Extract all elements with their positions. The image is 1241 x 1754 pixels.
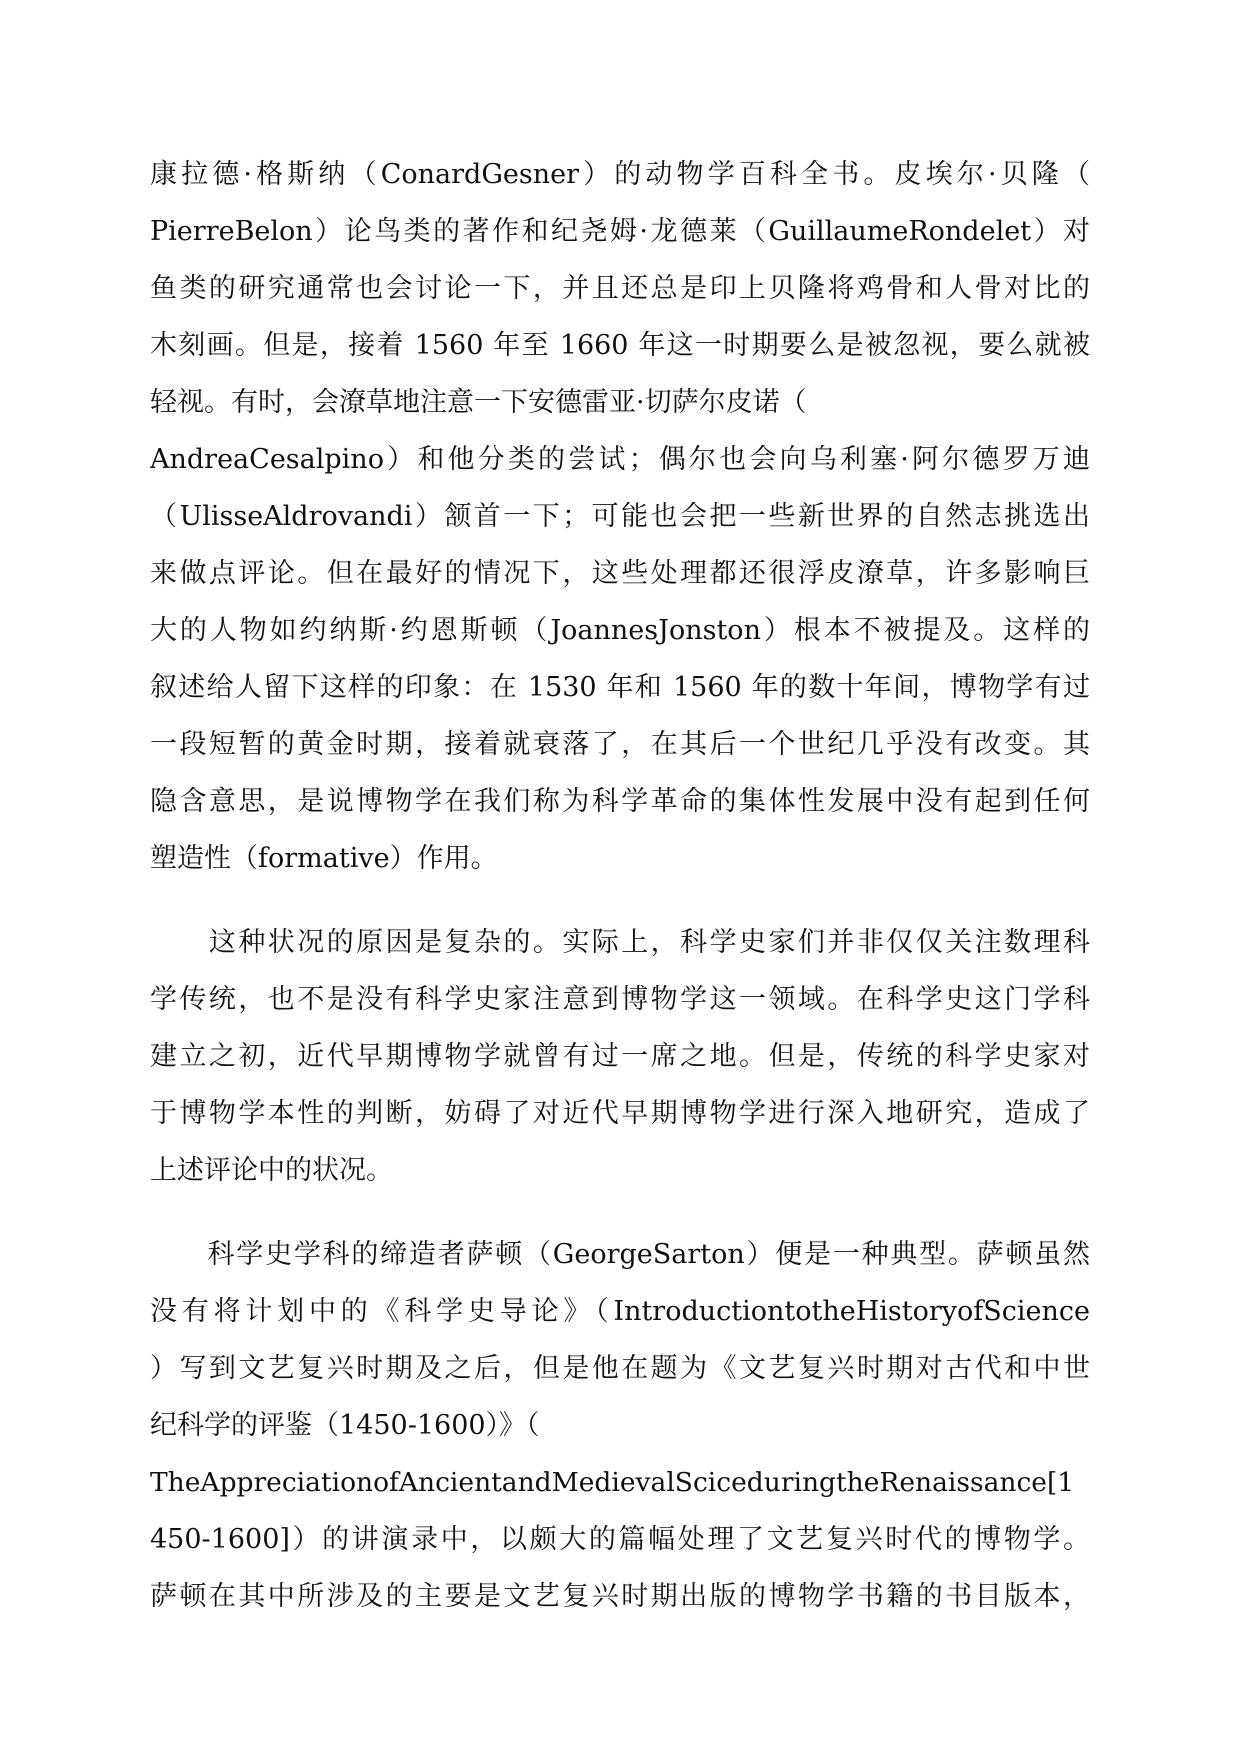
text-line: AndreaCesalpino）和他分类的尝试；偶尔也会向乌利塞·阿尔德罗万迪: [150, 444, 1090, 475]
text-line: 大的人物如约纳斯·约恩斯顿（JoannesJonston）根本不被提及。这样的: [150, 615, 1090, 646]
text-line: （UlisseAldrovandi）颔首一下；可能也会把一些新世界的自然志挑选出: [150, 501, 1090, 532]
text-line: 纪科学的评鉴（1450-1600）》（: [150, 1410, 540, 1441]
text-line: 鱼类的研究通常也会讨论一下，并且还总是印上贝隆将鸡骨和人骨对比的: [150, 273, 1090, 304]
text-line: 隐含意思，是说博物学在我们称为科学革命的集体性发展中没有起到任何: [150, 786, 1090, 817]
body-text: [150, 146, 1090, 1625]
text-line: 康拉德·格斯纳（ConardGesner）的动物学百科全书。皮埃尔·贝隆（: [150, 159, 1090, 190]
text-line: 叙述给人留下这样的印象：在 1530 年和 1560 年的数十年间，博物学有过: [150, 672, 1090, 703]
text-line: 学传统，也不是没有科学史家注意到博物学这一领域。在科学史这门学科: [150, 984, 1090, 1015]
text-line: 一段短暂的黄金时期，接着就衰落了，在其后一个世纪几乎没有改变。其: [150, 729, 1090, 760]
text-line: PierreBelon）论鸟类的著作和纪尧姆·龙德莱（GuillaumeRondelet）对: [150, 216, 1090, 247]
text-line: 这种状况的原因是复杂的。实际上，科学史家们并非仅仅关注数理科: [150, 927, 1090, 958]
paragraph-gap: [150, 1199, 1090, 1226]
text-line: 轻视。有时，会潦草地注意一下安德雷亚·切萨尔皮诺（: [150, 387, 807, 418]
text-line: 来做点评论。但在最好的情况下，这些处理都还很浮皮潦草，许多影响巨: [150, 558, 1090, 589]
text-line: 萨顿在其中所涉及的主要是文艺复兴时期出版的博物学书籍的书目版本，: [150, 1581, 1090, 1612]
text-line: 没有将计划中的《科学史导论》（IntroductiontotheHistoryofScience: [150, 1296, 1090, 1327]
text-line: ）写到文艺复兴时期及之后，但是他在题为《文艺复兴时期对古代和中世: [150, 1353, 1090, 1384]
paragraph-gap: [150, 887, 1090, 914]
text-line: 450-1600]）的讲演录中，以颇大的篇幅处理了文艺复兴时代的博物学。: [150, 1524, 1090, 1555]
text-line: 木刻画。但是，接着 1560 年至 1660 年这一时期要么是被忽视，要么就被: [150, 330, 1090, 361]
text-line: 于博物学本性的判断，妨碍了对近代早期博物学进行深入地研究，造成了: [150, 1098, 1090, 1129]
text-line: 建立之初，近代早期博物学就曾有过一席之地。但是，传统的科学史家对: [150, 1041, 1090, 1072]
text-line: 塑造性（formative）作用。: [150, 843, 498, 874]
text-line: TheAppreciationofAncientandMedievalSciceduringtheRenaissance[1: [150, 1467, 1075, 1498]
text-line: 上述评论中的状况。: [150, 1155, 393, 1186]
text-line: 科学史学科的缔造者萨顿（GeorgeSarton）便是一种典型。萨顿虽然: [150, 1239, 1090, 1270]
